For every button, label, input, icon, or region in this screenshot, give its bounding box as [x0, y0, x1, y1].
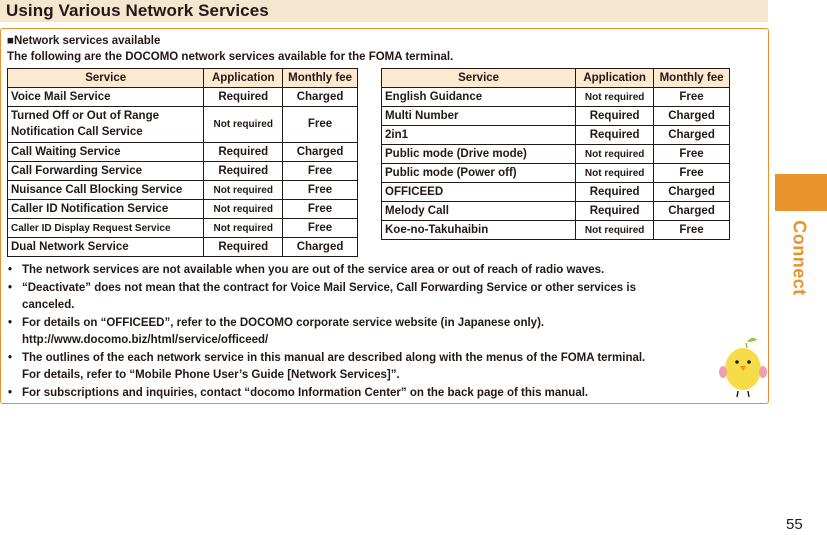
fee-cell: Free [654, 164, 730, 183]
table-row [8, 143, 358, 162]
application-cell: Not required [204, 219, 283, 238]
application-cell: Required [204, 162, 283, 181]
note-text-continued: For details, refer to “Mobile Phone User’s Guide [Network Services]”. [22, 369, 400, 381]
bullet: • [8, 281, 13, 294]
header-service: Service [382, 69, 576, 88]
fee-cell: Charged [654, 126, 730, 145]
application-cell: Required [576, 183, 654, 202]
services-table-right [381, 68, 730, 240]
table-header-row [382, 69, 730, 88]
note-item [7, 262, 747, 280]
page-number: 55 [786, 516, 803, 533]
header-monthly-fee: Monthly fee [283, 69, 358, 88]
fee-cell: Free [654, 221, 730, 240]
table-row [8, 238, 358, 257]
table-row [382, 202, 730, 221]
table-row [8, 219, 358, 238]
header-application: Application [204, 69, 283, 88]
application-cell: Not required [576, 88, 654, 107]
service-cell: Nuisance Call Blocking Service [8, 181, 204, 200]
note-text: For subscriptions and inquiries, contact “docomo Information Center” on the back page of this manual. [22, 386, 589, 399]
service-cell: Call Forwarding Service [8, 162, 204, 181]
service-cell: Voice Mail Service [8, 88, 204, 107]
table-row [382, 126, 730, 145]
fee-cell: Charged [283, 143, 358, 162]
table-row [382, 107, 730, 126]
bullet: • [8, 264, 13, 276]
fee-cell: Free [654, 88, 730, 107]
fee-cell: Charged [283, 238, 358, 257]
service-cell: Public mode (Drive mode) [382, 145, 576, 164]
note-item [7, 350, 747, 385]
header-service: Service [8, 69, 204, 88]
application-cell: Not required [576, 164, 654, 183]
service-cell: OFFICEED [382, 183, 576, 202]
application-cell: Required [204, 238, 283, 257]
note-item [7, 280, 747, 315]
application-cell: Not required [576, 221, 654, 240]
fee-cell: Free [283, 219, 358, 238]
service-cell: Caller ID Display Request Service [8, 219, 204, 238]
fee-cell: Charged [654, 107, 730, 126]
note-text-continued: canceled. [22, 299, 75, 311]
service-cell: Public mode (Power off) [382, 164, 576, 183]
fee-cell: Free [283, 107, 358, 143]
bullet: • [8, 316, 13, 329]
table-row [8, 162, 358, 181]
note-text: The outlines of the each network service in this manual are described along with the menus of the FOMA terminal. [22, 351, 646, 364]
bullet: • [8, 386, 13, 399]
note-text: “Deactivate” does not mean that the contract for Voice Mail Service, Call Forwarding Service or other services is [22, 281, 636, 294]
table-row [382, 145, 730, 164]
service-cell: Caller ID Notification Service [8, 200, 204, 219]
mascot-wing-right [759, 366, 767, 378]
application-cell: Required [576, 107, 654, 126]
services-table-left [7, 68, 358, 257]
service-cell: Melody Call [382, 202, 576, 221]
service-line-1: Turned Off or Out of Range [11, 110, 159, 122]
section-heading: ■Network services available [7, 35, 161, 47]
service-cell: 2in1 [382, 126, 576, 145]
application-cell: Not required [204, 200, 283, 219]
title-bar [0, 0, 768, 22]
header-monthly-fee: Monthly fee [654, 69, 730, 88]
mascot-eye-left [735, 360, 739, 364]
fee-cell: Free [283, 200, 358, 219]
chick-mascot-icon [719, 336, 767, 398]
note-text: The network services are not available when you are out of the service area or out of reach of radio waves. [22, 264, 605, 276]
application-cell: Required [204, 143, 283, 162]
application-cell: Required [204, 88, 283, 107]
page-title: Using Various Network Services [6, 1, 269, 20]
intro-text: The following are the DOCOMO network services available for the FOMA terminal. [7, 51, 454, 63]
table-header-row [8, 69, 358, 88]
mascot-wing-left [719, 366, 727, 378]
fee-cell: Charged [654, 183, 730, 202]
table-row [8, 200, 358, 219]
table-row [382, 88, 730, 107]
application-cell: Not required [204, 107, 283, 143]
note-item [7, 385, 747, 403]
application-cell: Not required [204, 181, 283, 200]
mascot-leaf [747, 338, 757, 342]
notes-list [7, 262, 747, 402]
application-cell: Required [576, 126, 654, 145]
mascot-eye-right [747, 360, 751, 364]
table-row [382, 164, 730, 183]
header-application: Application [576, 69, 654, 88]
service-cell [8, 107, 204, 143]
table-row [8, 88, 358, 107]
service-cell: Multi Number [382, 107, 576, 126]
service-cell: Koe-no-Takuhaibin [382, 221, 576, 240]
application-cell: Required [576, 202, 654, 221]
chapter-tab[interactable] [775, 174, 827, 211]
service-line-2: Notification Call Service [11, 126, 143, 138]
bullet: • [8, 351, 13, 364]
note-text: For details on “OFFICEED”, refer to the DOCOMO corporate service website (in Japanese only). [22, 316, 545, 329]
fee-cell: Free [654, 145, 730, 164]
mascot-stem [746, 343, 747, 348]
service-cell: English Guidance [382, 88, 576, 107]
fee-cell: Charged [283, 88, 358, 107]
table-row [8, 181, 358, 200]
officeed-url-link[interactable]: http://www.docomo.biz/html/service/officeed/ [22, 334, 269, 346]
fee-cell: Free [283, 162, 358, 181]
table-row [382, 221, 730, 240]
fee-cell: Free [283, 181, 358, 200]
note-item [7, 315, 747, 350]
application-cell: Not required [576, 145, 654, 164]
chapter-tab-text: Connect [789, 220, 810, 296]
service-cell: Call Waiting Service [8, 143, 204, 162]
mascot-legs [737, 391, 749, 397]
fee-cell: Charged [654, 202, 730, 221]
table-row [8, 107, 358, 143]
table-row [382, 183, 730, 202]
chapter-tab-label [784, 213, 814, 303]
service-cell: Dual Network Service [8, 238, 204, 257]
